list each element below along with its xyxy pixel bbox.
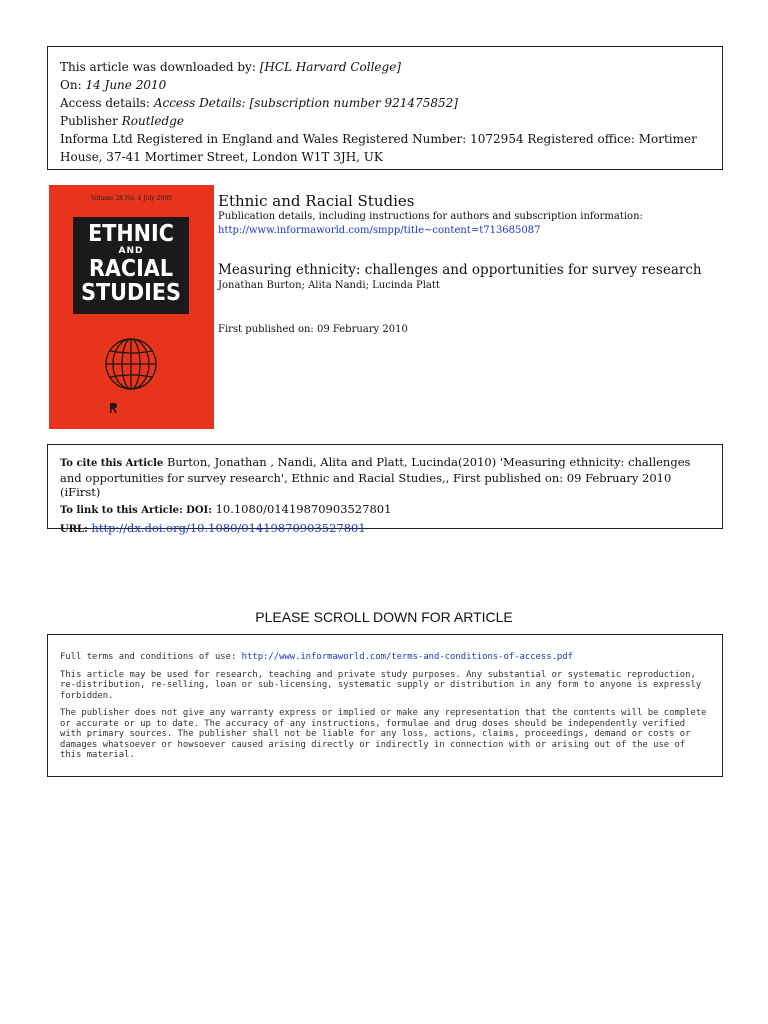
citation-box xyxy=(47,444,723,535)
journal-info xyxy=(218,192,723,238)
access-details-label: Access details: xyxy=(60,96,150,110)
url-row xyxy=(60,521,710,537)
download-info-box xyxy=(47,46,723,170)
downloaded-by-line xyxy=(60,58,710,76)
publisher-value: Routledge xyxy=(121,114,184,128)
cover-title-racial: RACIAL xyxy=(88,256,174,282)
doi-url-link[interactable]: http://dx.doi.org/10.1080/01419870903527801 xyxy=(91,521,366,535)
publisher-line xyxy=(60,112,710,130)
doi-row xyxy=(60,502,710,518)
cover-title-block xyxy=(73,217,189,314)
full-terms-link[interactable]: http://www.informaworld.com/terms-and-conditions-of-access.pdf xyxy=(241,652,573,662)
doi-label: To link to this Article: DOI: xyxy=(60,505,212,516)
access-details-value: Access Details: [subscription number 921475852] xyxy=(153,96,458,110)
cover-title-and: AND xyxy=(118,246,144,256)
doi-value: 10.1080/01419870903527801 xyxy=(215,502,392,516)
registration-text: Informa Ltd Registered in England and Wales Registered Number: 1072954 Registered office: Mortimer House, 37-41 Mortimer Street, London W1T 3JH, UK xyxy=(60,132,697,164)
terms-paragraph-usage: This article may be used for research, teaching and private study purposes. Any substantial or systematic reproduction, re-distribution, re-selling, loan or sub-licensing, systematic supply or distribution in any form to anyone is expressly forbidden. xyxy=(60,669,702,701)
cover-volume-line: Volume 28 No. 4 July 2005 xyxy=(91,195,172,202)
article-title: Measuring ethnicity: challenges and opportunities for survey research xyxy=(218,262,702,278)
downloaded-by-label: This article was downloaded by: xyxy=(60,60,256,74)
full-terms-label: Full terms and conditions of use: xyxy=(60,652,237,662)
cite-row xyxy=(60,455,710,499)
globe-icon xyxy=(104,337,158,391)
cite-text: Burton, Jonathan , Nandi, Alita and Platt, Lucinda(2010) 'Measuring ethnicity: challenges and opportunities for survey research', Ethnic and Racial Studies,, First published on: 09 February 2010 (iFirst) xyxy=(60,455,691,499)
downloaded-by-value: [HCL Harvard College] xyxy=(259,60,401,74)
routledge-logo-icon xyxy=(109,403,117,413)
terms-box xyxy=(47,634,723,777)
download-date-line xyxy=(60,76,710,94)
download-date-label: On: xyxy=(60,78,82,92)
journal-url-link[interactable]: http://www.informaworld.com/smpp/title~content=t713685087 xyxy=(218,225,541,236)
journal-name: Ethnic and Racial Studies xyxy=(218,192,415,210)
terms-paragraph-disclaimer: The publisher does not give any warranty express or implied or make any representation that the contents will be complete or accurate or up to date. The accuracy of any instructions, formulae and drug doses should be independently verified with primary sources. The publisher shall not be liable for any loss, actions, claims, proceedings, demand or costs or damages whatsoever or howsoever caused arising directly or indirectly in connection with or arising out of the use of this material. xyxy=(60,708,707,760)
access-details-line xyxy=(60,94,710,112)
cite-label: To cite this Article xyxy=(60,458,164,469)
journal-cover-image xyxy=(49,185,214,429)
publisher-label: Publisher xyxy=(60,114,118,128)
article-authors: Jonathan Burton; Alita Nandi; Lucinda Platt xyxy=(218,280,440,291)
cover-title-ethnic: ETHNIC xyxy=(88,221,174,247)
url-label: URL: xyxy=(60,524,88,535)
scroll-notice: PLEASE SCROLL DOWN FOR ARTICLE xyxy=(255,609,513,625)
first-published-date: First published on: 09 February 2010 xyxy=(218,324,408,335)
download-date-value: 14 June 2010 xyxy=(85,78,167,92)
cover-title-studies: STUDIES xyxy=(81,280,181,306)
publication-details-text: Publication details, including instructions for authors and subscription information: xyxy=(218,211,643,222)
full-terms-line xyxy=(60,652,710,663)
publisher-logo xyxy=(109,403,117,413)
